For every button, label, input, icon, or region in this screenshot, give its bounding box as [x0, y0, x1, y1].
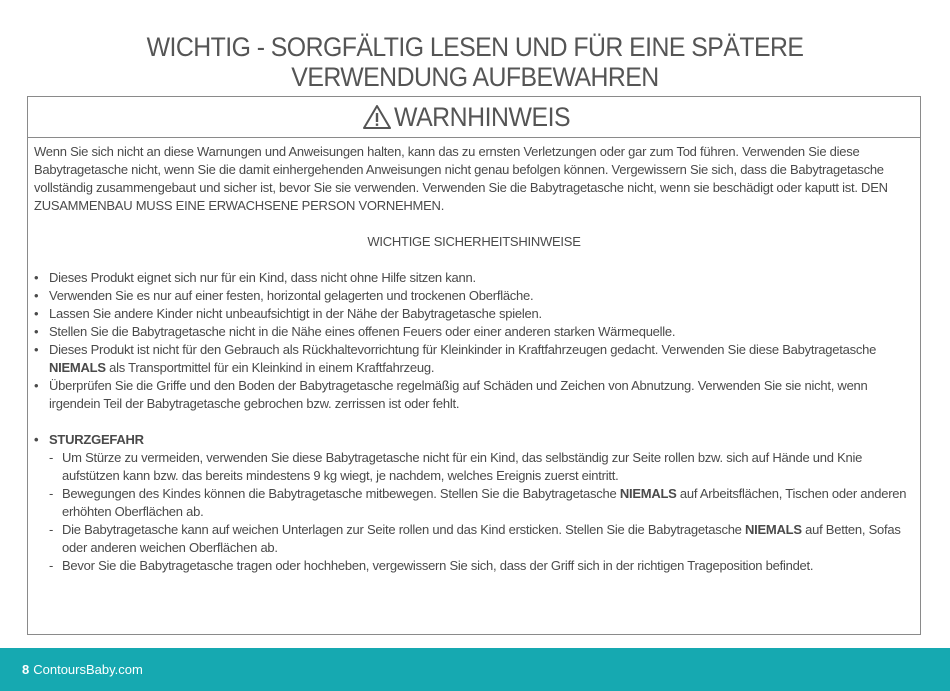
list-item-text: Die Babytragetasche kann auf weichen Unterlagen zur Seite rollen und das Kind ersticken. Stellen Sie die Babytragetasche [62, 522, 746, 537]
list-item: • Dieses Produkt eignet sich nur für ein Kind, dass nicht ohne Hilfe sitzen kann. [34, 269, 914, 287]
warning-content [34, 143, 914, 575]
list-item [49, 485, 914, 521]
fall-hazard-list [34, 449, 914, 575]
page-title-line-1: WICHTIG - SORGFÄLTIG LESEN UND FÜR EINE SPÄTERE [146, 32, 804, 62]
warning-intro: Wenn Sie sich nicht an diese Warnungen und Anweisungen halten, kann das zu ernsten Verletzungen oder gar zum Tod führen. Verwenden Sie diese Babytragetasche nicht, wenn Sie die damit einhergehenden Anweisungen nicht genau befolgen können. Vergewissern Sie sich, dass die Babytragetasche vollständig zusammengebaut und sicher ist, bevor Sie sie verwenden. Verwenden Sie die Babytragetasche nicht, wenn sie beschädigt oder kaputt ist. DEN ZUSAMMENBAU MUSS EINE ERWACHSENE PERSON VORNEHMEN. [34, 144, 888, 213]
list-item-text: auf Arbeitsflächen, Tischen oder anderen erhöhten Oberflächen ab. [62, 486, 907, 519]
list-item: - Bevor Sie die Babytragetasche tragen oder hochheben, vergewissern Sie sich, dass der Griff sich in der richtigen Trageposition befindet. [49, 557, 914, 575]
warning-box-header [28, 97, 920, 138]
list-item: • Verwenden Sie es nur auf einer festen, horizontal gelagerten und trockenen Oberfläche. [34, 287, 914, 305]
emphasis-never: NIEMALS [49, 360, 106, 375]
page-footer [0, 648, 950, 691]
emphasis-never: NIEMALS [745, 522, 802, 537]
list-item: - Um Stürze zu vermeiden, verwenden Sie diese Babytragetasche nicht für ein Kind, das selbständig zur Seite rollen bzw. sich auf Hände und Knie aufstützen kann bzw. das bereits mindestens 9 kg wiegt, je nachdem, welches Ereignis zuerst eintritt. [49, 449, 914, 485]
safety-heading: WICHTIGE SICHERHEITSHINWEISE [367, 234, 581, 249]
warning-box [27, 96, 921, 635]
list-item-text: Bewegungen des Kindes können die Babytragetasche mitbewegen. Stellen Sie die Babytragetasche [62, 486, 620, 501]
list-item: • Überprüfen Sie die Griffe und den Boden der Babytragetasche regelmäßig auf Schäden und Zeichen von Abnutzung. Verwenden Sie sie nicht, wenn irgendein Teil der Babytragetasche gebrochen bzw. zerrissen ist oder fehlt. [34, 377, 914, 413]
page-number: 8 [22, 662, 30, 677]
footer-site: ContoursBaby.com [33, 662, 143, 677]
warning-triangle-icon [362, 104, 392, 130]
list-item [49, 521, 914, 557]
list-item [34, 341, 914, 377]
emphasis-never: NIEMALS [619, 486, 677, 501]
list-item-text: auf Betten, Sofas oder anderen weichen Oberflächen ab. [62, 522, 901, 555]
page-title-line-2: VERWENDUNG AUFBEWAHREN [291, 62, 659, 92]
list-item: • Lassen Sie andere Kinder nicht unbeaufsichtigt in der Nähe der Babytragetasche spielen. [34, 305, 914, 323]
list-item-text: als Transportmittel für ein Kleinkind in einem Kraftfahrzeug. [105, 360, 435, 375]
list-item: • Stellen Sie die Babytragetasche nicht in die Nähe eines offenen Feuers oder einer anderen starken Wärmequelle. [34, 323, 914, 341]
list-item-text: Dieses Produkt ist nicht für den Gebrauch als Rückhaltevorrichtung für Kleinkinder in Kraftfahrzeugen gedacht. Verwenden Sie diese Babytragetasche [49, 342, 877, 357]
fall-hazard-heading: • STURZGEFAHR [34, 431, 914, 449]
warning-heading: WARNHINWEIS [394, 101, 571, 132]
safety-list [34, 269, 914, 413]
page-title [38, 32, 912, 92]
